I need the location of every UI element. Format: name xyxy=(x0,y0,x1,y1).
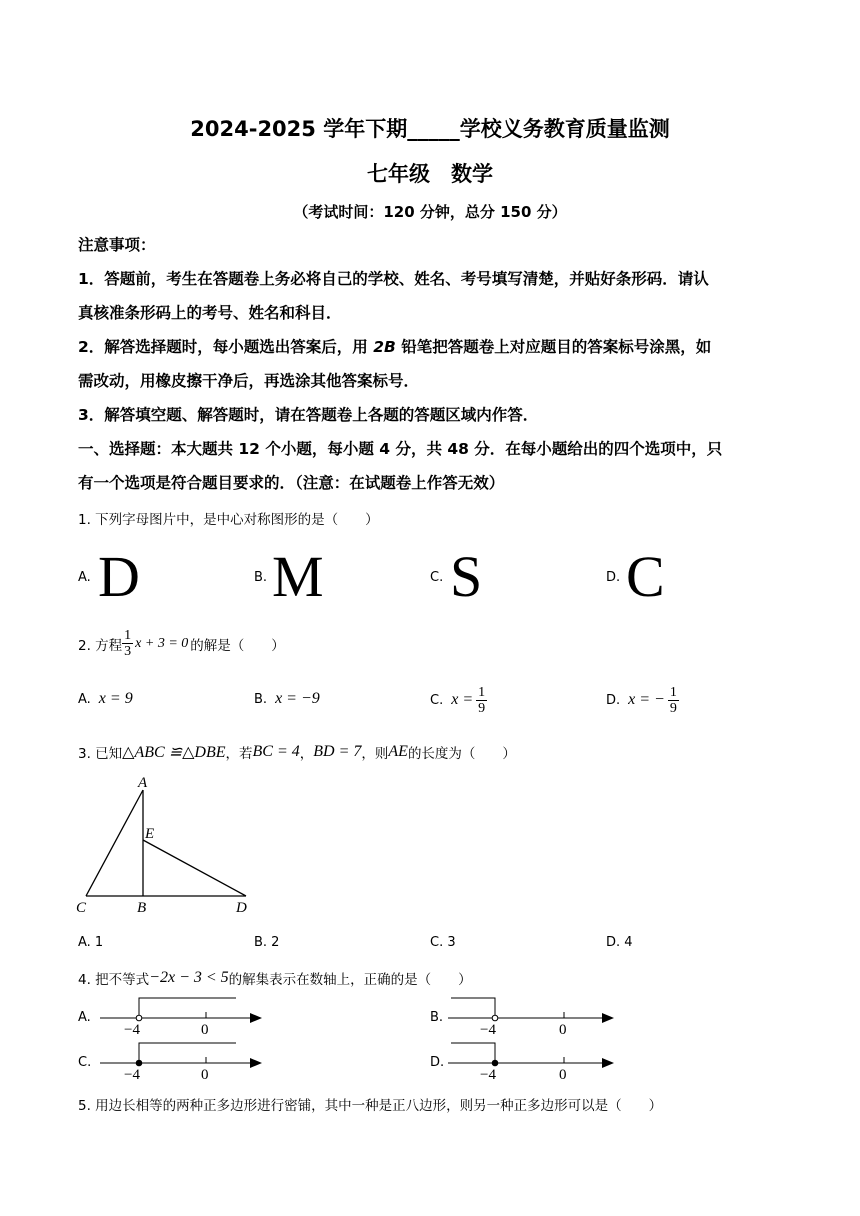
q4-prefix: 4. 把不等式 xyxy=(78,972,150,988)
q3-label-b: B xyxy=(137,900,147,916)
q1-option-c-letter: S xyxy=(450,544,483,609)
exam-subject: 七年级 数学 xyxy=(367,162,493,186)
q2-options xyxy=(78,680,798,724)
q3-option-a: A. 1 xyxy=(78,935,104,950)
q2-option-d-label: D. xyxy=(606,692,621,708)
q1-option-b-letter: M xyxy=(272,544,324,609)
q3-label-c: C xyxy=(76,900,87,916)
q4-d-tick-neg4: −4 xyxy=(480,1067,496,1080)
note-3: 3．解答填空题、解答题时，请在答题卷上各题的答题区域内作答． xyxy=(78,406,539,424)
q2-frac-num: 1 xyxy=(124,628,132,643)
note-1-line-1: 1．答题前，考生在答题卷上务必将自己的学校、姓名、考号填写清楚，并贴好条形码．请认 xyxy=(78,270,709,288)
q4-d-tick-zero: 0 xyxy=(559,1067,567,1080)
q3-condition-bc: BC = 4 xyxy=(252,743,300,760)
notes-heading: 注意事项： xyxy=(78,236,156,254)
q1-option-a-label: A. xyxy=(78,570,91,585)
q4-d-solid-dot xyxy=(492,1060,498,1066)
q3-then: ，则 xyxy=(361,746,389,762)
q2-option-a-math: x = 9 xyxy=(98,690,133,707)
q1-options xyxy=(78,544,798,609)
q2-option-a xyxy=(78,690,133,708)
q2-option-b-label: B. xyxy=(254,691,268,707)
exam-info: （考试时间：120 分钟，总分 150 分） xyxy=(293,203,567,221)
q4-a-tick-zero: 0 xyxy=(201,1022,209,1035)
q2-option-c-math: x = xyxy=(451,691,474,708)
q4-a-tick-neg4: −4 xyxy=(124,1022,140,1035)
q3-congruence: △ABC ≌△DBE xyxy=(122,744,226,761)
q2-frac-den: 3 xyxy=(124,644,132,659)
note-2-line-2: 需改动，用橡皮擦干净后，再选涂其他答案标号． xyxy=(78,372,420,390)
q4-option-d-label: D. xyxy=(430,1055,445,1070)
q4-c-tick-zero: 0 xyxy=(201,1067,209,1080)
q4-option-c-numberline xyxy=(100,1038,270,1080)
exam-title: 2024-2025 学年下期_____学校义务教育质量监测 xyxy=(190,117,670,141)
q3-segment-ed xyxy=(143,840,246,896)
q4-b-open-dot xyxy=(492,1015,498,1021)
q2-option-b-math: x = −9 xyxy=(275,690,320,707)
q3-ae: AE xyxy=(388,743,408,760)
q2-option-d-math: x = − xyxy=(628,691,665,708)
q4-option-c-label: C. xyxy=(78,1055,92,1070)
q2-option-b xyxy=(254,690,320,708)
q4-c-solid-dot xyxy=(136,1060,142,1066)
q4-stem xyxy=(78,968,472,988)
q2-option-c-den: 9 xyxy=(478,700,486,716)
q3-label-e: E xyxy=(145,826,155,842)
note-2-text-b: 铅笔把答题卷上对应题目的答案标号涂黑，如 xyxy=(395,338,712,356)
q2-fraction xyxy=(122,628,133,659)
q3-comma: ， xyxy=(299,746,314,762)
q1-option-a-letter: D xyxy=(98,544,140,609)
q1-option-b-label: B. xyxy=(254,570,268,585)
section-1-line-1: 一、选择题：本大题共 12 个小题，每小题 4 分，共 48 分．在每小题给出的四个选项中，只 xyxy=(78,440,723,458)
notes-block xyxy=(78,228,788,500)
q3-condition-bd: BD = 7 xyxy=(313,743,362,760)
q4-b-tick-neg4: −4 xyxy=(480,1022,496,1035)
q3-option-b: B. 2 xyxy=(254,935,280,950)
q1-stem: 1. 下列字母图片中，是中心对称图形的是（ ） xyxy=(78,512,379,528)
note-1-line-2: 真核准条形码上的考号、姓名和科目． xyxy=(78,304,342,322)
q1-option-c-label: C. xyxy=(430,570,444,585)
q4-option-a-numberline xyxy=(100,993,270,1035)
q4-option-b-label: B. xyxy=(430,1010,444,1025)
note-2-pencil: 2B xyxy=(373,338,396,356)
q2-prefix: 2. 方程 xyxy=(78,637,123,654)
section-1-line-2: 有一个选项是符合题目要求的．（注意：在试题卷上作答无效） xyxy=(78,474,505,492)
note-2-text-a: 2．解答选择题时，每小题选出答案后，用 xyxy=(78,338,374,356)
q2-option-c-fraction xyxy=(476,685,487,716)
q3-stem xyxy=(78,742,516,762)
q2-suffix: 的解是（ ） xyxy=(190,637,285,654)
q2-option-d xyxy=(606,680,679,720)
q3-prefix: 3. 已知 xyxy=(78,746,123,762)
q3-suffix: 的长度为（ ） xyxy=(407,746,516,762)
q3-option-d: D. 4 xyxy=(606,935,633,950)
q2-equation: x + 3 = 0 xyxy=(135,635,189,651)
q3-mid: ，若 xyxy=(225,746,253,762)
q2-option-a-label: A. xyxy=(78,691,91,707)
q4-option-b-numberline xyxy=(448,993,623,1035)
q4-option-a-label: A. xyxy=(78,1010,91,1025)
q1-option-d-letter: C xyxy=(626,544,665,609)
q2-option-d-fraction xyxy=(668,685,679,716)
q1-option-d-label: D. xyxy=(606,570,621,585)
q4-option-d-numberline xyxy=(448,1038,623,1080)
q2-option-d-num: 1 xyxy=(669,684,677,700)
q3-segment-ca xyxy=(86,790,143,896)
q3-label-a: A xyxy=(138,775,148,791)
q3-option-c: C. 3 xyxy=(430,935,456,950)
q2-option-c-label: C. xyxy=(430,692,444,708)
q2-option-c-num: 1 xyxy=(478,684,486,700)
q4-suffix: 的解集表示在数轴上，正确的是（ ） xyxy=(228,972,472,988)
q4-inequality: −2x − 3 < 5 xyxy=(149,969,229,986)
q2-option-c xyxy=(430,680,487,720)
q4-a-open-dot xyxy=(136,1015,142,1021)
q2-stem xyxy=(78,628,285,659)
q2-option-d-den: 9 xyxy=(669,700,677,716)
q3-triangle-figure xyxy=(70,775,260,920)
note-2-line-1 xyxy=(78,330,788,364)
q4-b-tick-zero: 0 xyxy=(559,1022,567,1035)
q3-label-d: D xyxy=(236,900,247,916)
q5-stem: 5. 用边长相等的两种正多边形进行密铺，其中一种是正八边形，则另一种正多边形可以是（ ） xyxy=(78,1098,663,1114)
q4-c-tick-neg4: −4 xyxy=(124,1067,140,1080)
